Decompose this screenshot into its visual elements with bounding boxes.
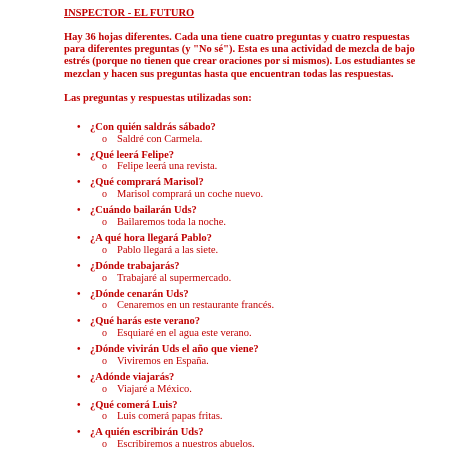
question-line (64, 427, 464, 439)
circle-bullet-icon: o (102, 244, 107, 256)
list-item (64, 150, 464, 174)
bullet-icon: • (77, 344, 81, 356)
question-line (64, 289, 464, 301)
list-item (64, 427, 464, 451)
question-text: ¿A qué hora llegará Pablo? (90, 232, 212, 244)
answer-line (64, 189, 464, 201)
circle-bullet-icon: o (102, 355, 107, 367)
list-item (64, 400, 464, 424)
answer-text: Felipe leerá una revista. (117, 161, 218, 173)
question-line (64, 400, 464, 412)
bullet-icon: • (77, 149, 81, 161)
document-page (64, 8, 464, 455)
question-text: ¿Qué leerá Felipe? (90, 149, 174, 161)
bullet-icon: • (77, 121, 81, 133)
circle-bullet-icon: o (102, 272, 107, 284)
answer-text: Esquiaré en el agua este verano. (117, 328, 252, 340)
question-text: ¿Qué comprará Marisol? (90, 177, 204, 189)
bullet-icon: • (77, 205, 81, 217)
answer-line (64, 217, 464, 229)
question-line (64, 344, 464, 356)
circle-bullet-icon: o (102, 383, 107, 395)
list-item (64, 344, 464, 368)
circle-bullet-icon: o (102, 411, 107, 423)
question-text: ¿Cuándo bailarán Uds? (90, 205, 197, 217)
question-text: ¿Con quién saldrás sábado? (90, 121, 216, 133)
question-line (64, 122, 464, 134)
list-item (64, 233, 464, 257)
bullet-icon: • (77, 260, 81, 272)
question-line (64, 372, 464, 384)
question-line (64, 177, 464, 189)
subheading: Las preguntas y respuestas utilizadas son: (64, 92, 252, 104)
question-text: ¿Qué comerá Luis? (90, 399, 178, 411)
answer-text: Luis comerá papas fritas. (117, 411, 223, 423)
bullet-icon: • (77, 232, 81, 244)
document-title: INSPECTOR - EL FUTURO (64, 8, 195, 19)
answer-text: Escribiremos a nuestros abuelos. (117, 439, 255, 451)
answer-line (64, 439, 464, 451)
answer-text: Viviremos en España. (117, 355, 209, 367)
question-text: ¿Qué harás este verano? (90, 316, 200, 328)
answer-line (64, 328, 464, 340)
question-line (64, 316, 464, 328)
list-item (64, 177, 464, 201)
list-item (64, 316, 464, 340)
answer-line (64, 245, 464, 257)
question-line (64, 150, 464, 162)
circle-bullet-icon: o (102, 161, 107, 173)
question-text: ¿Dónde cenarán Uds? (90, 288, 189, 300)
circle-bullet-icon: o (102, 439, 107, 451)
answer-text: Bailaremos toda la noche. (117, 216, 227, 228)
question-line (64, 205, 464, 217)
question-text: ¿Adónde viajarás? (90, 371, 175, 383)
circle-bullet-icon: o (102, 300, 107, 312)
list-item (64, 205, 464, 229)
answer-line (64, 300, 464, 312)
answer-text: Marisol comprará un coche nuevo. (117, 189, 264, 201)
list-item (64, 289, 464, 313)
question-line (64, 233, 464, 245)
answer-line (64, 134, 464, 146)
answer-line (64, 273, 464, 285)
list-item (64, 122, 464, 146)
answer-text: Saldré con Carmela. (117, 133, 203, 145)
answer-text: Viajaré a México. (117, 383, 192, 395)
circle-bullet-icon: o (102, 189, 107, 201)
circle-bullet-icon: o (102, 328, 107, 340)
bullet-icon: • (77, 316, 81, 328)
answer-line (64, 384, 464, 396)
bullet-icon: • (77, 371, 81, 383)
bullet-icon: • (77, 288, 81, 300)
question-text: ¿Dónde trabajarás? (90, 260, 180, 272)
answer-text: Trabajaré al supermercado. (117, 272, 232, 284)
bullet-icon: • (77, 177, 81, 189)
answer-line (64, 161, 464, 173)
intro-paragraph: Hay 36 hojas diferentes. Cada una tiene cuatro preguntas y cuatro respuestas para diferentes preguntas (y "No sé"). Esta es una actividad de mezcla de bajo estrés (porque no tienen que crear oraciones por si mismos). Los estudiantes se mezclan y hacen sus preguntas hasta que encuentran todas las respuestas. (64, 32, 416, 80)
circle-bullet-icon: o (102, 216, 107, 228)
answer-line (64, 356, 464, 368)
question-text: ¿Dónde vivirán Uds el año que viene? (90, 344, 259, 356)
question-text: ¿A quién escribirán Uds? (90, 427, 204, 439)
circle-bullet-icon: o (102, 133, 107, 145)
list-item (64, 372, 464, 396)
question-list (64, 122, 464, 451)
bullet-icon: • (77, 399, 81, 411)
question-line (64, 261, 464, 273)
bullet-icon: • (77, 427, 81, 439)
list-item (64, 261, 464, 285)
answer-text: Cenaremos en un restaurante francés. (117, 300, 275, 312)
answer-text: Pablo llegará a las siete. (117, 244, 219, 256)
answer-line (64, 411, 464, 423)
